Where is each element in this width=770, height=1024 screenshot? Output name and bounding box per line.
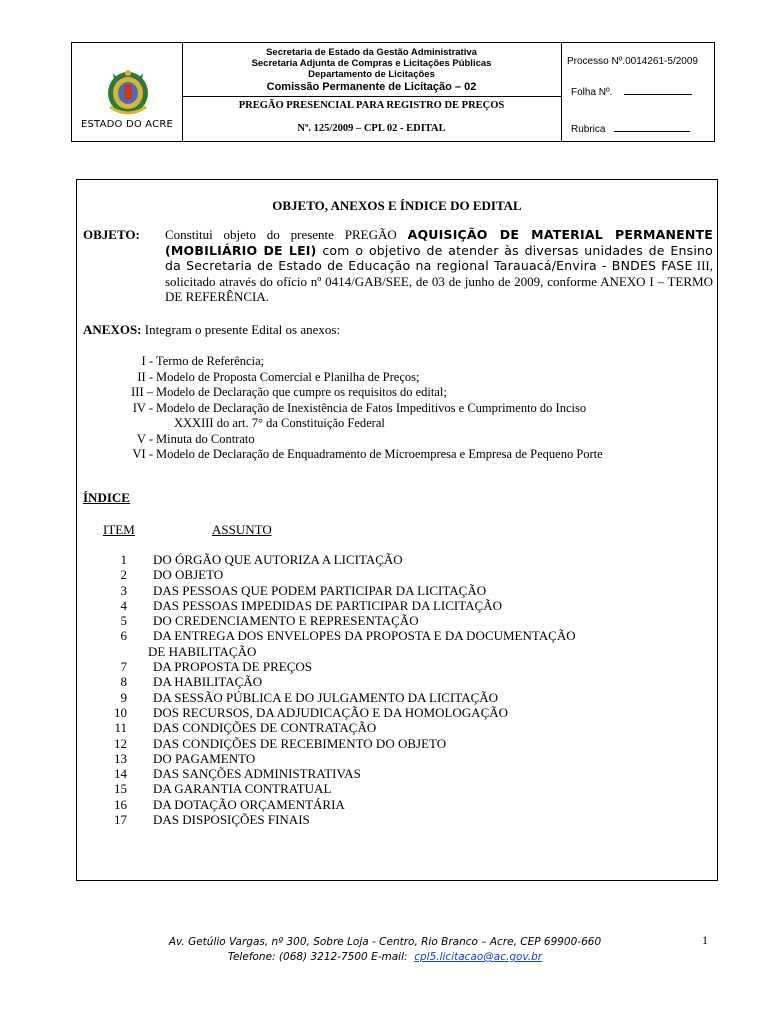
index-subject: DO PAGAMENTO: [153, 750, 256, 766]
header-secretaria: Secretaria de Estado da Gestão Administrativa: [266, 47, 477, 58]
annex-item: [77, 385, 717, 401]
index-number: 10: [114, 704, 127, 720]
index-subject: DAS CONDIÇÕES DE RECEBIMENTO DO OBJETO: [153, 735, 447, 751]
index-row: [77, 628, 717, 643]
index-row: [77, 797, 717, 812]
footer-email-link[interactable]: cpl5.licitacao@ac.gov.br: [414, 951, 543, 963]
annex-item-continuation: [77, 416, 717, 432]
index-number: 3: [120, 582, 127, 598]
index-subject: DAS SANÇÕES ADMINISTRATIVAS: [153, 766, 361, 782]
index-subject: DA DOTAÇÃO ORÇAMENTÁRIA: [153, 796, 345, 812]
index-number: 8: [120, 674, 127, 690]
index-row: [77, 552, 717, 567]
index-col-subject: ASSUNTO: [212, 522, 272, 537]
annex-item: [77, 401, 717, 417]
annex-text: XXXIII do art. 7° da Constituição Federal: [174, 416, 385, 430]
folha-label: Folha Nº.: [571, 87, 613, 98]
index-row: [77, 751, 717, 766]
folha-field: [571, 86, 692, 98]
index-number: 17: [114, 812, 127, 828]
header-pregao: PREGÃO PRESENCIAL PARA REGISTRO DE PREÇOS: [238, 100, 505, 111]
index-number: 13: [114, 750, 127, 766]
annex-item: [77, 432, 717, 448]
index-title: ÍNDICE: [83, 490, 130, 505]
index-row: [77, 812, 717, 827]
index-number: 4: [120, 597, 127, 613]
index-subject: DAS PESSOAS QUE PODEM PARTICIPAR DA LICITAÇÃO: [153, 582, 487, 598]
rubrica-field: [571, 123, 690, 135]
index-subject: DO OBJETO: [153, 567, 224, 583]
header-secretaria-adjunta: Secretaria Adjunta de Compras e Licitações Públicas: [251, 58, 492, 69]
annex-text: Modelo de Proposta Comercial e Planilha de Preços;: [156, 369, 420, 384]
index-number: 5: [120, 613, 127, 629]
objeto-pre: Constitui objeto do presente PREGÃO: [165, 227, 408, 242]
content-box: [76, 179, 718, 881]
rubrica-blank: [614, 123, 690, 132]
index-row: [77, 567, 717, 582]
index-number: 12: [114, 735, 127, 751]
index-number: 1: [120, 552, 127, 567]
header-edital-number: Nº. 125/2009 – CPL 02 - EDITAL: [297, 123, 446, 134]
annex-number: III –: [131, 385, 153, 399]
index-subject: DA PROPOSTA DE PREÇOS: [153, 659, 312, 675]
process-number: Processo Nº.0014261-5/2009: [567, 56, 698, 67]
footer-contact: [0, 950, 770, 965]
annex-number: VI -: [132, 447, 153, 461]
annex-number: V -: [136, 431, 153, 446]
objeto-label: OBJETO:: [83, 227, 140, 242]
objeto-mid: com o objetivo de atender às diversas unidades de Ensino da Secretaria de Estado de Educação na regional Tarauacá/Envira - BNDES FASE: [165, 242, 714, 273]
anexos-text: Integram o presente Edital os anexos:: [144, 322, 341, 337]
index-number: 11: [114, 720, 127, 736]
document-header: [71, 42, 715, 142]
rubrica-label: Rubrica: [571, 124, 606, 135]
anexos-line: [83, 322, 340, 338]
index-subject: DOS RECURSOS, DA ADJUDICAÇÃO E DA HOMOLOGAÇÃO: [153, 704, 509, 720]
annex-number: IV -: [132, 400, 153, 415]
index-subject: DAS PESSOAS IMPEDIDAS DE PARTICIPAR DA LICITAÇÃO: [153, 597, 503, 613]
index-subject: DA HABILITAÇÃO: [153, 674, 263, 690]
index-row: [77, 766, 717, 781]
index-row: [77, 674, 717, 689]
index-row: [77, 598, 717, 613]
header-logo-cell: [72, 43, 183, 141]
page-number: 1: [702, 933, 708, 947]
annex-text: Termo de Referência;: [156, 354, 265, 368]
folha-blank: [624, 86, 692, 95]
index-number: 15: [114, 781, 127, 797]
index-number: 2: [120, 567, 127, 583]
index-row: [77, 736, 717, 751]
footer-phone: Telefone: (068) 3212-7500 E-mail:: [227, 951, 408, 963]
annex-item: [77, 370, 717, 386]
index-subject: DA GARANTIA CONTRATUAL: [153, 781, 332, 797]
index-number: 6: [120, 628, 127, 644]
footer-address: Av. Getúlio Vargas, nº 300, Sobre Loja - Centro, Rio Branco – Acre, CEP 69900-660: [168, 936, 602, 948]
annex-list: [77, 354, 717, 463]
annex-item: [77, 354, 717, 370]
index-row: [77, 705, 717, 720]
header-departamento: Departamento de Licitações: [308, 69, 435, 80]
index-subject: DO ÓRGÃO QUE AUTORIZA A LICITAÇÃO: [153, 552, 403, 567]
header-divider: [182, 96, 561, 97]
anexos-label: ANEXOS:: [83, 322, 142, 337]
section-title: OBJETO, ANEXOS E ÍNDICE DO EDITAL: [272, 198, 522, 213]
index-row: [77, 720, 717, 735]
index-subject: DE HABILITAÇÃO: [148, 643, 257, 659]
header-process-cell: [561, 43, 714, 141]
index-number: 16: [114, 796, 127, 812]
objeto-bold: AQUISIÇÃO DE MATERIAL PERMANENTE (MOBILIÁRIO DE LEI): [165, 227, 713, 258]
annex-number: II -: [137, 369, 153, 384]
header-title-cell: [182, 43, 562, 141]
index-subject: DA ENTREGA DOS ENVELOPES DA PROPOSTA E DA DOCUMENTAÇÃO: [153, 628, 576, 644]
index-number: 9: [120, 689, 127, 705]
index-row-continuation: [77, 644, 717, 659]
index-col-item: ITEM: [103, 522, 135, 537]
index-subject: DAS DISPOSIÇÕES FINAIS: [153, 812, 310, 828]
index-subject: DAS CONDIÇÕES DE CONTRATAÇÃO: [153, 720, 377, 736]
index-number: 7: [120, 659, 127, 675]
index-row: [77, 659, 717, 674]
annex-text: Minuta do Contrato: [156, 431, 255, 446]
annex-text: Modelo de Declaração que cumpre os requisitos do edital;: [156, 385, 447, 399]
index-number: 14: [114, 766, 127, 782]
index-row: [77, 613, 717, 628]
index-list: [77, 552, 717, 827]
index-subject: DO CREDENCIAMENTO E REPRESENTAÇÃO: [153, 613, 419, 629]
index-row: [77, 583, 717, 598]
annex-text: Modelo de Declaração de Inexistência de Fatos Impeditivos e Cumprimento do Inciso: [156, 400, 587, 415]
index-subject: DA SESSÃO PÚBLICA E DO JULGAMENTO DA LICITAÇÃO: [153, 689, 499, 705]
annex-text: Modelo de Declaração de Enquadramento de Microempresa e Empresa de Pequeno Porte: [156, 447, 603, 461]
page-footer: [0, 935, 770, 965]
annex-item: [77, 447, 717, 463]
annex-number: I -: [141, 354, 153, 368]
objeto-text: [165, 227, 713, 305]
index-row: [77, 690, 717, 705]
header-comissao: Comissão Permanente de Licitação – 02: [266, 81, 477, 93]
index-row: [77, 781, 717, 796]
state-seal-icon: [105, 67, 151, 117]
state-label: ESTADO DO ACRE: [80, 119, 174, 130]
objeto-post: III, solicitado através do ofício nº 0414/GAB/SEE, de 03 de junho de 2009, conforme ANEXO I – TERMO DE REFERÊNCIA.: [165, 258, 713, 304]
